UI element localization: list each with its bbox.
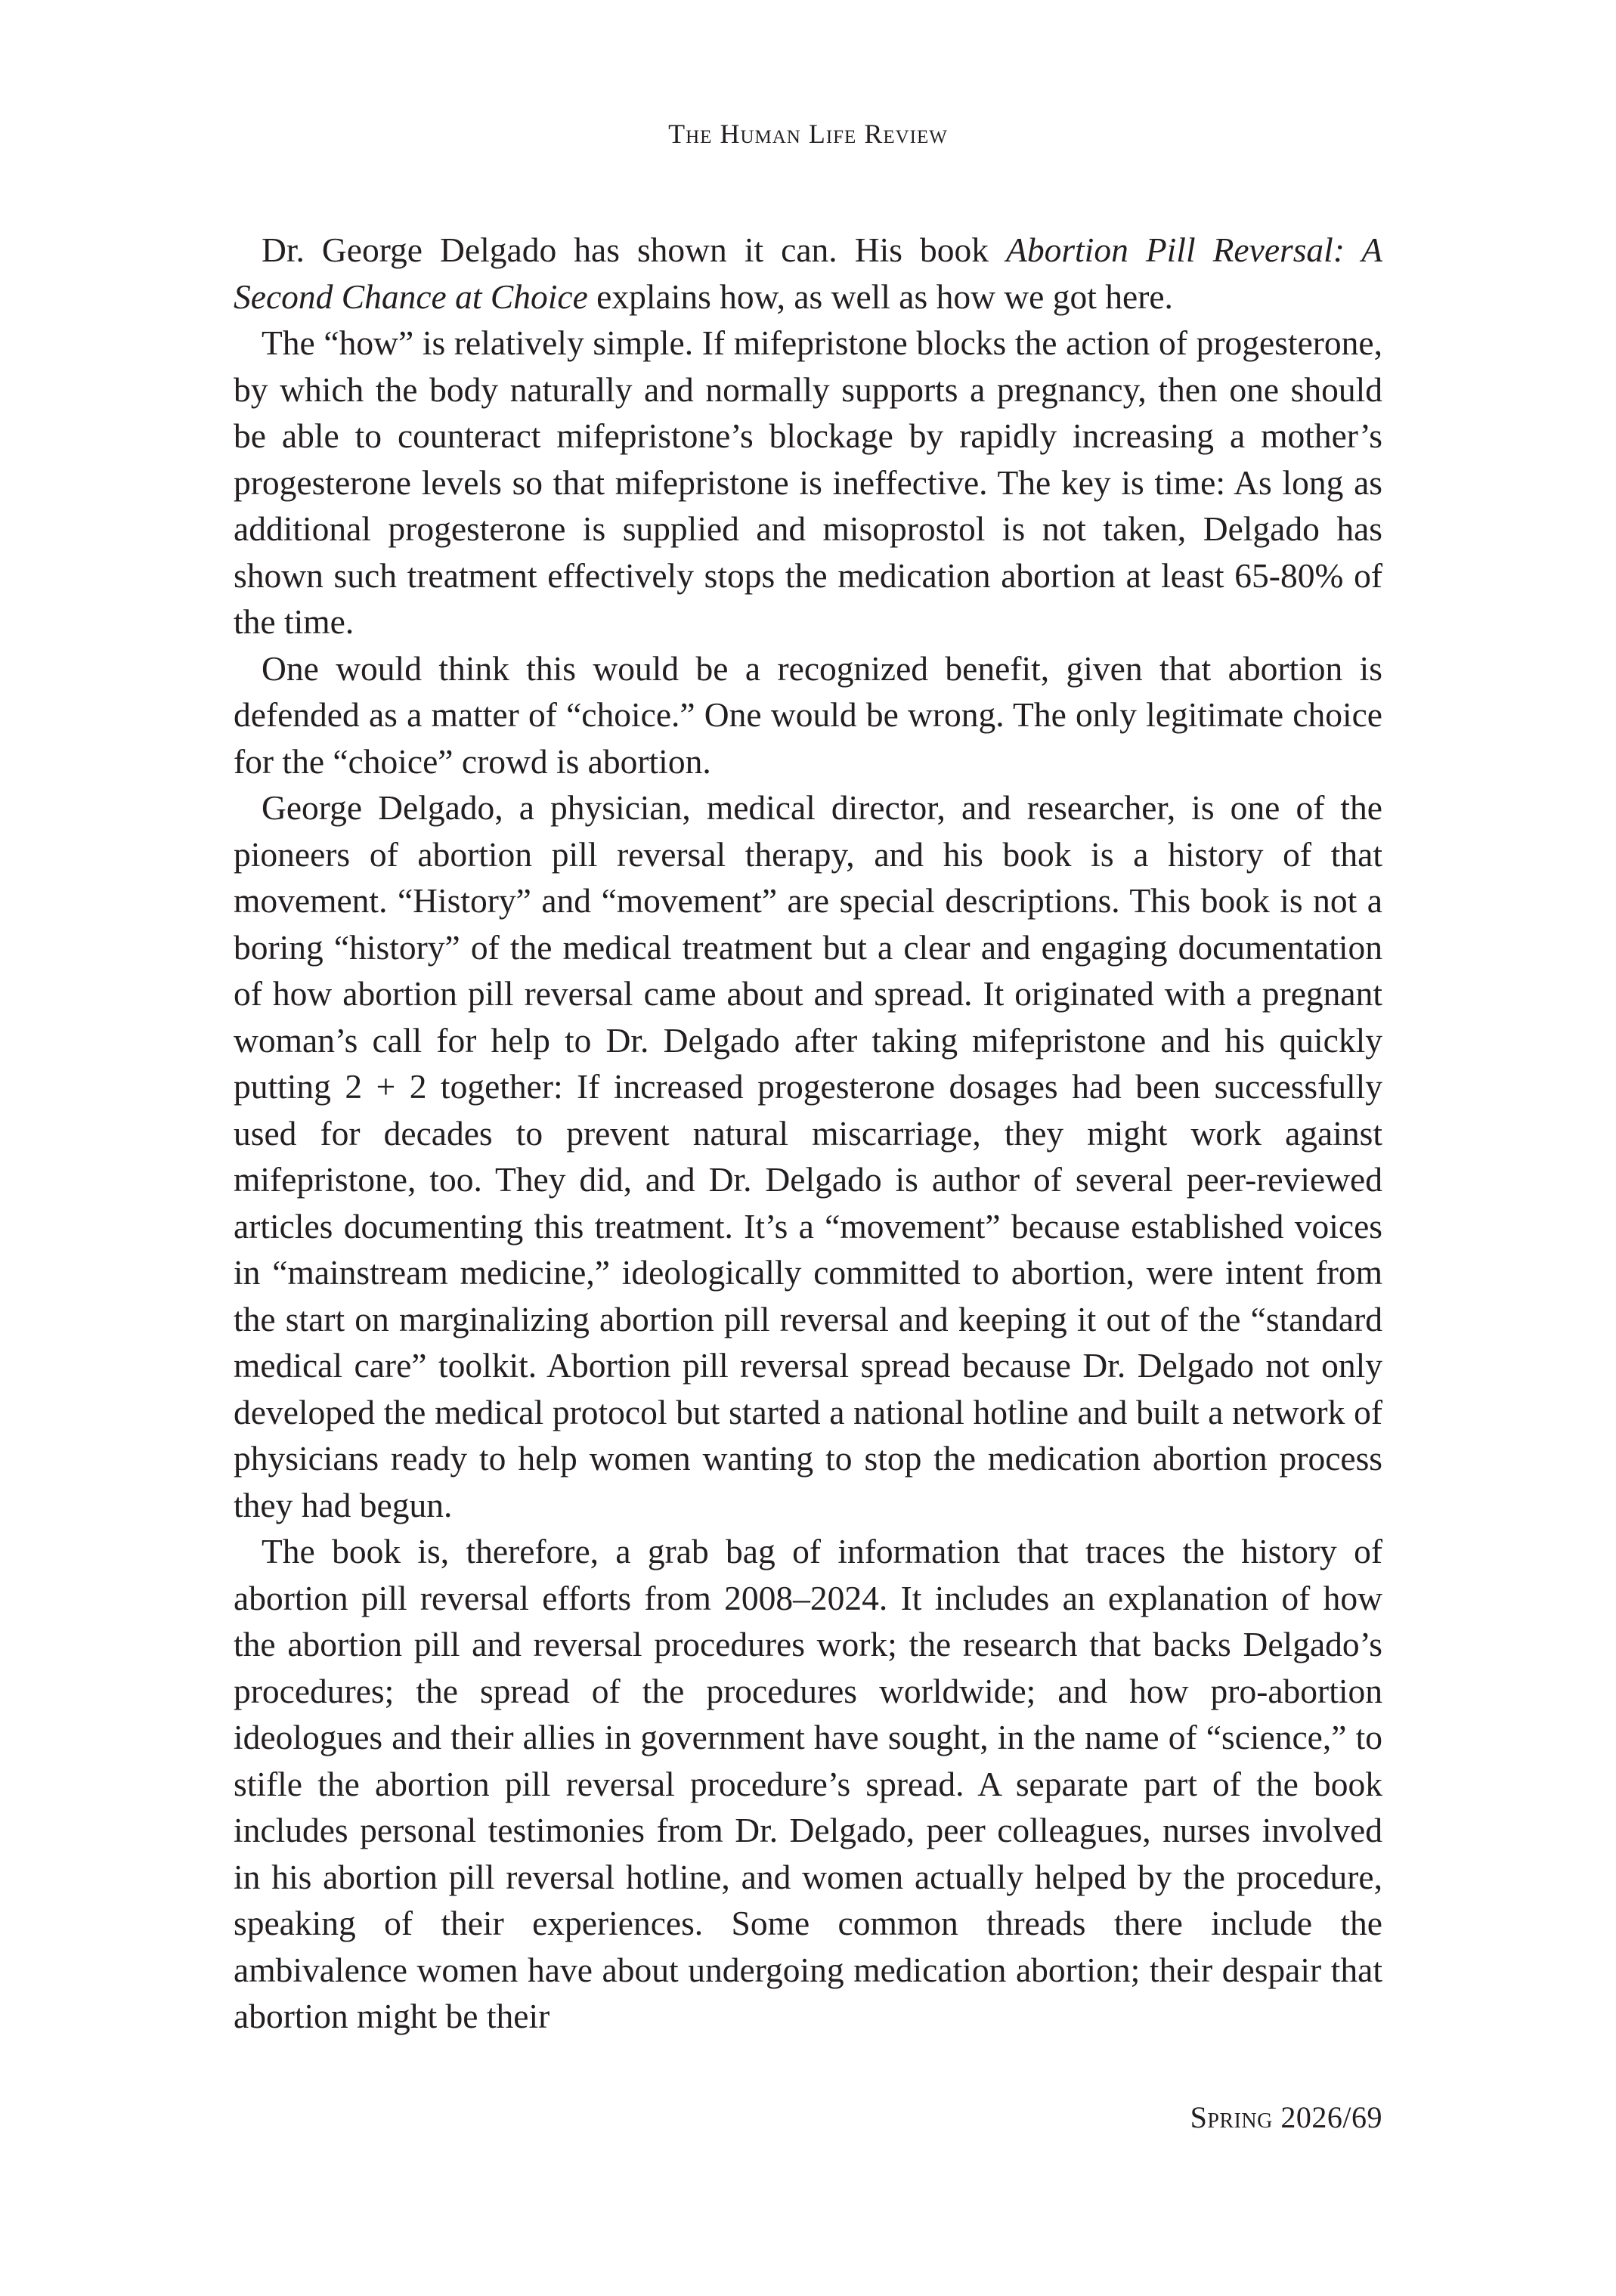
paragraph-1-lead: Dr. George Delgado has shown it can. His book [262,231,1007,269]
paragraph-1 [234,227,1382,320]
paragraph-3: One would think this would be a recognized benefit, given that abortion is defended as a matter of “choice.” One would be wrong. The only legitimate choice for the “choice” crowd is abortion. [234,648,1382,781]
paragraph-1-tail: explains how, as well as how we got here. [587,277,1173,316]
folio [1190,2100,1382,2135]
paragraph-5: The book is, therefore, a grab bag of information that traces the history of abortion pill reversal efforts from 2008–2024. It includes an explanation of how the abortion pill and reversal procedures work; the research that backs Delgado’s procedures; the spread of the procedures worldwide; and how pro-abortion ideologues and their allies in government have sought, in the name of “science,” to stifle the abortion pill reversal procedure’s spread. A separate part of the book includes personal testimonies from Dr. Delgado, peer colleagues, nurses involved in his abortion pill reversal hotline, and women actually helped by the procedure, speaking of their experiences. Some common threads there include the ambivalence women have about undergoing medication abortion; their despair that abortion might be their [234,1532,1382,2035]
paragraph-2: The “how” is relatively simple. If mifepristone blocks the action of progesterone, by which the body naturally and normally supports a pregnancy, then one should be able to counteract mifepristone’s blockage by rapidly increasing a mother’s progesterone levels so that mifepristone is ineffective. The key is time: As long as additional progesterone is supplied and misoprostol is not taken, Delgado has shown such treatment effectively stops the medication abortion at least 65-80% of the time. [234,323,1382,641]
book-title: Abortion Pill Reversal: A Second Chance at Choice [234,231,1382,316]
folio-issue-page: 2026/69 [1272,2100,1382,2134]
paragraph-4: George Delgado, a physician, medical director, and researcher, is one of the pioneers of abortion pill reversal therapy, and his book is a history of that movement. “History” and “movement” are special descriptions. This book is not a boring “history” of the medical treatment but a clear and engaging documentation of how abortion pill reversal came about and spread. It originated with a pregnant woman’s call for help to Dr. Delgado after taking mifepristone and his quickly putting 2 + 2 together: If increased progesterone dosages had been successfully used for decades to prevent natural miscarriage, they might work against mifepristone, too. They did, and Dr. Delgado is author of several peer-reviewed articles documenting this treatment. It’s a “movement” because established voices in “mainstream medicine,” ideologically committed to abortion, were intent from the start on marginalizing abortion pill reversal and keeping it out of the “standard medical care” toolkit. Abortion pill reversal spread because Dr. Delgado not only developed the medical protocol but started a national hotline and built a network of physicians ready to help women wanting to stop the medication abortion process they had begun. [234,788,1382,1524]
running-head: The Human Life Review [668,119,948,149]
folio-season: Spring [1190,2100,1273,2134]
article-body [234,227,1382,2040]
